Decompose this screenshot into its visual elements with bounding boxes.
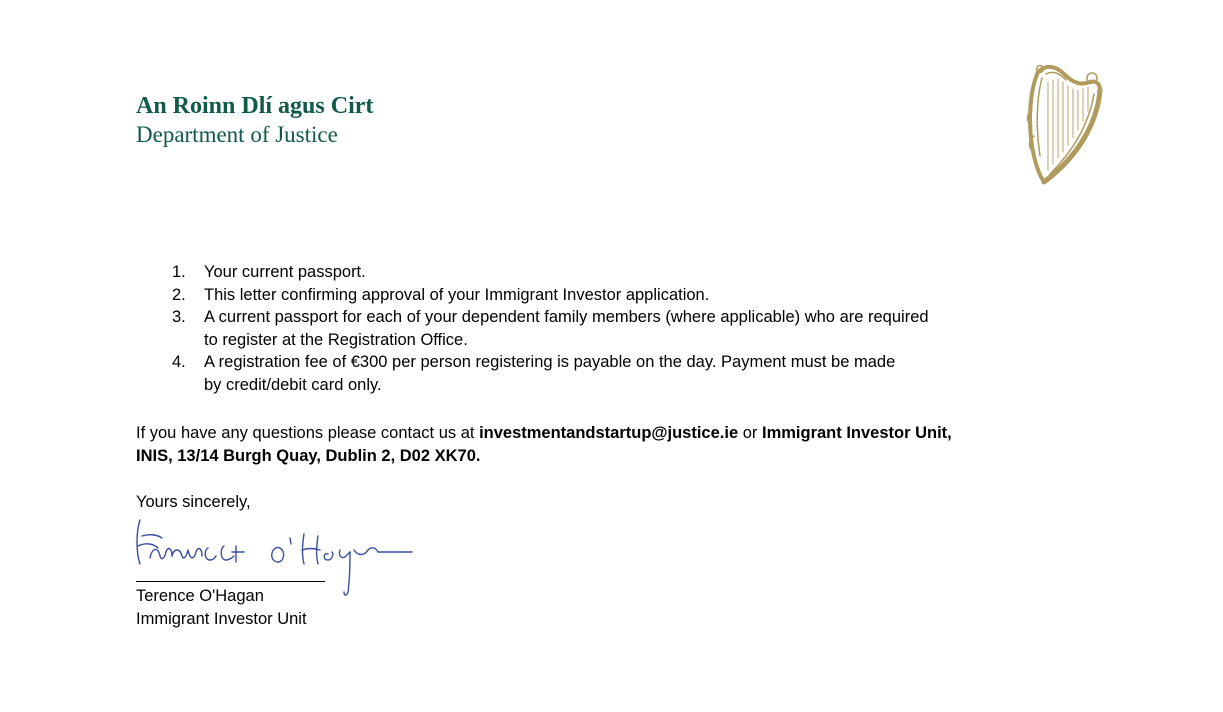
signatory-name: Terence O'Hagan [136, 587, 264, 605]
contact-conjunction: or [738, 424, 762, 442]
list-item-number: 1. [172, 263, 186, 281]
letterhead [136, 91, 373, 149]
contact-line-2 [136, 445, 1136, 468]
signatory-title: Immigrant Investor Unit [136, 609, 307, 628]
list-item [136, 284, 1096, 307]
contact-line-1 [136, 422, 1136, 445]
contact-intro: If you have any questions please contact us at [136, 424, 480, 442]
list-item-text: A registration fee of €300 per person registering is payable on the day. Payment must be made [204, 353, 896, 371]
list-item-text: Your current passport. [204, 263, 366, 281]
signatory-block [136, 585, 307, 630]
list-item-text: This letter confirming approval of your Immigrant Investor application. [204, 285, 710, 304]
list-item-text-continued: to register at the Registration Office. [204, 330, 468, 349]
requirements-list [136, 261, 1096, 396]
harp-icon [1024, 60, 1106, 186]
list-item-number: 3. [172, 308, 186, 326]
list-item [136, 306, 1096, 351]
contact-paragraph [136, 422, 1136, 467]
list-item-number: 2. [172, 285, 186, 304]
contact-unit: Immigrant Investor Unit, [761, 424, 952, 442]
contact-email-link[interactable]: investmentandstartup@justice.ie [479, 424, 739, 442]
list-item-number: 4. [172, 353, 186, 371]
department-name-english: Department of Justice [136, 122, 338, 147]
signature-line [136, 581, 325, 582]
department-name-irish: An Roinn Dlí agus Cirt [136, 93, 374, 119]
list-item-text-continued: by credit/debit card only. [204, 375, 382, 394]
list-item [136, 261, 1096, 284]
contact-address: INIS, 13/14 Burgh Quay, Dublin 2, D02 XK70. [136, 446, 481, 465]
closing-salutation: Yours sincerely, [136, 493, 251, 511]
list-item-text: A current passport for each of your dependent family members (where applicable) who are required [204, 308, 929, 326]
list-item [136, 351, 1096, 396]
